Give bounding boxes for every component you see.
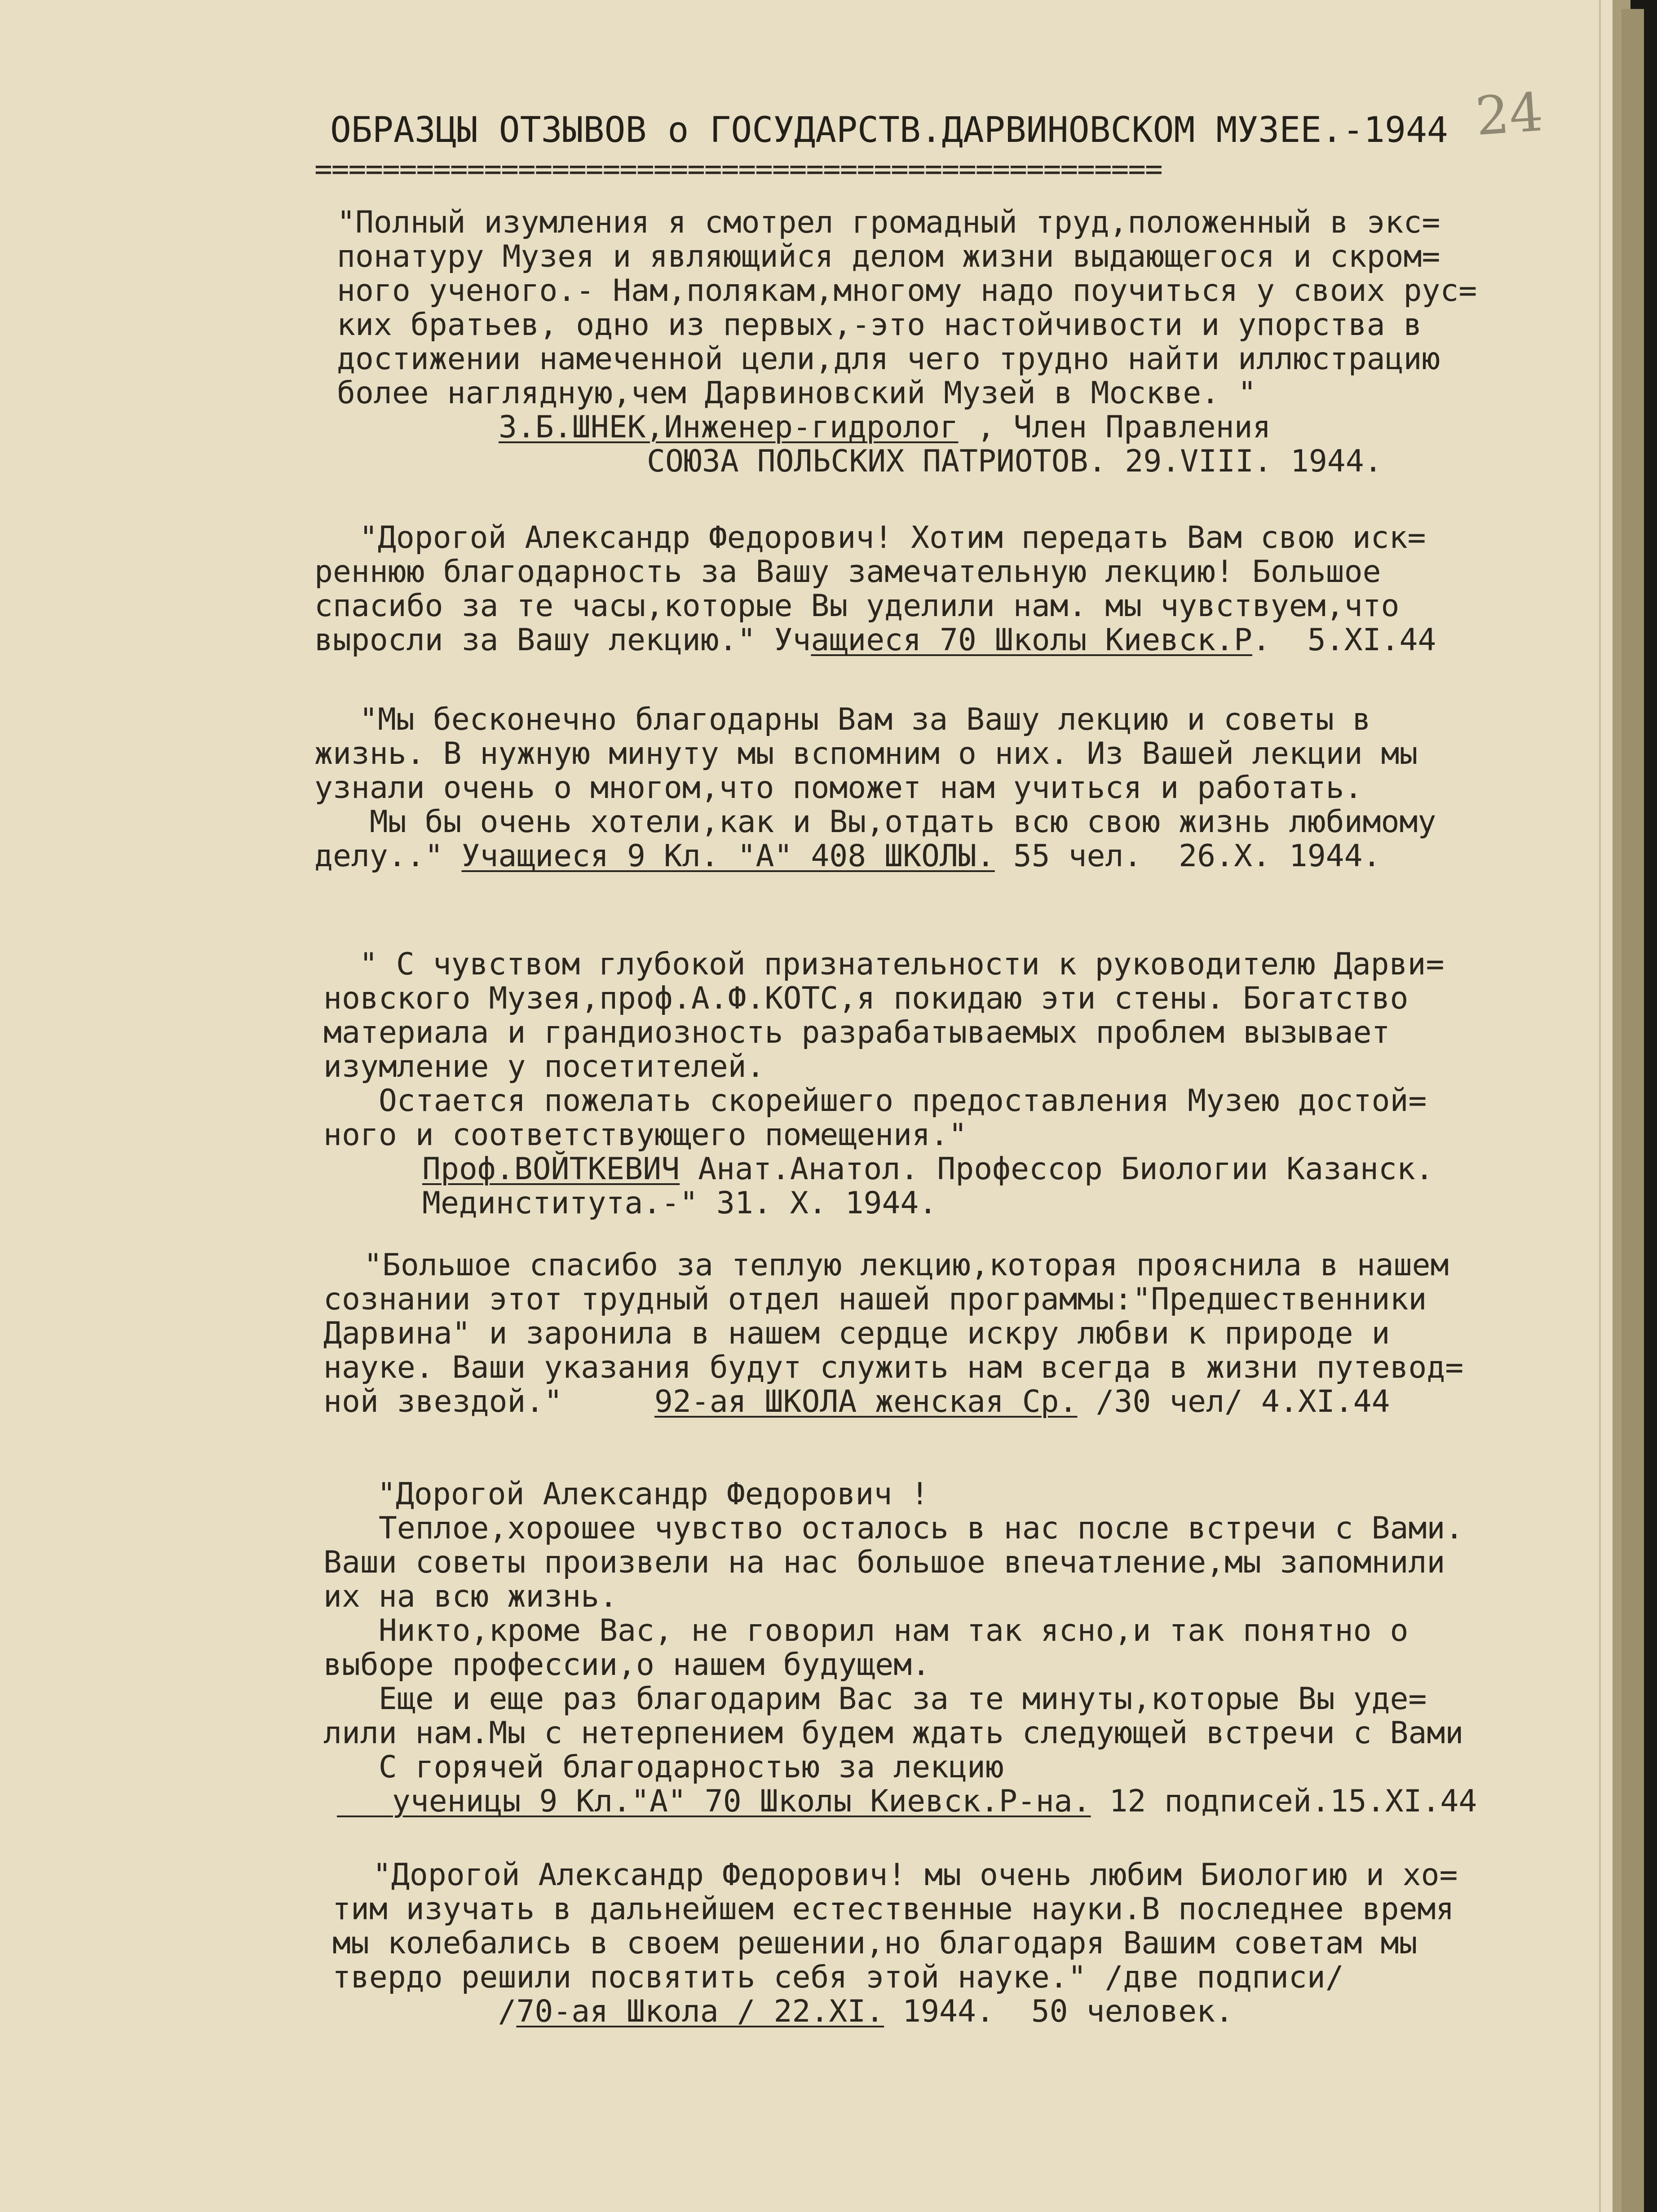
review-2 xyxy=(314,520,1595,658)
review-signature xyxy=(314,839,1595,873)
review-line: ного и соответствующего помещения." xyxy=(323,1117,967,1153)
review-line: более наглядную,чем Дарвиновский Музей в Москве. " xyxy=(337,375,1256,411)
review-6 xyxy=(323,1476,1613,1819)
review-1 xyxy=(337,206,1572,479)
review-date: /30 чел/ 4.XI.44 xyxy=(1077,1384,1390,1419)
review-5 xyxy=(323,1247,1599,1419)
review-line: С горячей благодарностью за лекцию xyxy=(323,1749,1004,1785)
review-line: мы колебались в своем решении,но благодаря Вашим советам мы xyxy=(332,1926,1418,1961)
review-line: Ваши советы произвели на нас большое впечатление,мы запомнили xyxy=(323,1545,1445,1580)
review-line: Мы бы очень хотели,как и Вы,отдать всю свою жизнь любимому xyxy=(314,804,1436,840)
review-line: Еще и еще раз благодарим Вас за те минуты,которые Вы уде= xyxy=(323,1681,1427,1717)
signature-name: З.Б.ШНЕК,Инженер-гидролог xyxy=(499,410,959,445)
review-line-end: / xyxy=(332,1994,517,2029)
review-line: "Полный изумления я смотрел громадный труд,положенный в экс= xyxy=(337,205,1440,240)
signature-title: , Член Правления xyxy=(958,410,1271,445)
review-line: реннюю благодарность за Вашу замечательную лекцию! Большое xyxy=(314,554,1381,590)
review-line: материала и грандиозность разрабатываемых проблем вызывает xyxy=(323,1015,1390,1050)
review-date: 55 чел. 26.X. 1944. xyxy=(994,838,1381,874)
review-line: тим изучать в дальнейшем естественные науки.В последнее время xyxy=(332,1891,1454,1927)
review-line-end: делу.." xyxy=(314,838,462,874)
review-line: понатуру Музея и являющийся делом жизни выдающегося и скром= xyxy=(337,239,1440,274)
review-line: лили нам.Мы с нетерпением будем ждать следующей встречи с Вами xyxy=(323,1715,1464,1751)
review-date: 1944. 50 человек. xyxy=(884,1994,1234,2029)
review-line: "Мы бесконечно благодарны Вам за Вашу лекцию и советы в xyxy=(359,702,1371,737)
review-line: ких братьев, одно из первых,-это настойчивости и упорства в xyxy=(337,307,1422,343)
review-line: науке. Ваши указания будут служить нам всегда в жизни путевод= xyxy=(323,1350,1464,1385)
review-4 xyxy=(323,947,1595,1221)
review-signature xyxy=(359,1152,1595,1186)
review-line: "Большое спасибо за теплую лекцию,которая прояснила в нашем xyxy=(364,1247,1449,1283)
review-line: "Дорогой Александр Федорович ! xyxy=(377,1476,929,1512)
review-date: СОЮЗА ПОЛЬСКИХ ПАТРИОТОВ. 29.VIII. 1944. xyxy=(647,444,1383,479)
review-7 xyxy=(332,1857,1608,2029)
stacked-pages-edge xyxy=(1622,9,1644,2212)
title-rule: ================================================== xyxy=(314,152,1162,186)
review-signature xyxy=(337,1785,1613,1819)
review-signature xyxy=(332,1995,1608,2029)
review-line: Никто,кроме Вас, не говорил нам так ясно,и так понятно о xyxy=(323,1613,1409,1648)
review-line: выборе профессии,о нашем будущем. xyxy=(323,1647,931,1683)
review-line: "Дорогой Александр Федорович! мы очень любим Биологию и хо= xyxy=(373,1857,1458,1893)
signature-title: Анат.Анатол. Профессор Биологии Казанск. xyxy=(680,1151,1434,1187)
review-line: Теплое,хорошее чувство осталось в нас после встречи с Вами. xyxy=(323,1511,1464,1546)
document-title: ОБРАЗЦЫ ОТЗЫВОВ о ГОСУДАРСТВ.ДАРВИНОВСКОМ МУЗЕЕ.-1944 xyxy=(330,110,1448,150)
review-line-end: выросли за Вашу лекцию." Уч xyxy=(314,622,811,658)
review-line: "Дорогой Александр Федорович! Хотим передать Вам свою иск= xyxy=(359,520,1426,555)
review-line: спасибо за те часы,которые Вы уделили нам. мы чувствуем,что xyxy=(314,588,1400,624)
review-signature xyxy=(337,410,1572,445)
review-line: сознании этот трудный отдел нашей программы:"Предшественники xyxy=(323,1282,1427,1317)
signature-name: ащиеся 70 Школы Киевск.Р xyxy=(811,622,1252,658)
review-signature xyxy=(314,623,1595,657)
review-line: Дарвина" и заронила в нашем сердце искру любви к природе и xyxy=(323,1316,1390,1351)
signature-name: 92-ая ШКОЛА женская Ср. xyxy=(654,1384,1078,1419)
review-date: Мединститута.-" 31. X. 1944. xyxy=(422,1185,937,1221)
signature-name: 70-ая Школа / 22.XI. xyxy=(516,1994,884,2029)
review-line: их на всю жизнь. xyxy=(323,1579,618,1614)
review-signature xyxy=(323,1385,1599,1419)
review-date: 12 подписей.15.XI.44 xyxy=(1091,1784,1477,1819)
review-line: ного ученого.- Нам,полякам,многому надо поучиться у своих рус= xyxy=(337,273,1477,308)
review-line: новского Музея,проф.А.Ф.КОТС,я покидаю эти стены. Богатство xyxy=(323,981,1409,1016)
review-3 xyxy=(314,702,1595,874)
signature-name: ученицы 9 Кл."А" 70 Школы Киевск.Р-на. xyxy=(337,1784,1091,1819)
page-number: 24 xyxy=(1473,80,1545,148)
signature-name: Проф.ВОЙТКЕВИЧ xyxy=(422,1151,680,1187)
review-line: изумление у посетителей. xyxy=(323,1049,765,1084)
review-line: твердо решили посвятить себя этой науке." /две подписи/ xyxy=(332,1960,1344,1995)
review-line: жизнь. В нужную минуту мы вспомним о них. Из Вашей лекции мы xyxy=(314,736,1418,771)
review-date: . 5.XI.44 xyxy=(1252,622,1436,658)
review-line: Остается пожелать скорейшего предоставления Музею достой= xyxy=(323,1083,1427,1119)
review-line: узнали очень о многом,что поможет нам учиться и работать. xyxy=(314,770,1363,806)
review-line: " С чувством глубокой признательности к руководителю Дарви= xyxy=(359,947,1445,982)
review-line: достижении намеченной цели,для чего трудно найти иллюстрацию xyxy=(337,341,1440,377)
signature-name: Учащиеся 9 Кл. "А" 408 ШКОЛЫ. xyxy=(461,838,995,874)
review-line-end: ной звездой." xyxy=(323,1384,654,1419)
